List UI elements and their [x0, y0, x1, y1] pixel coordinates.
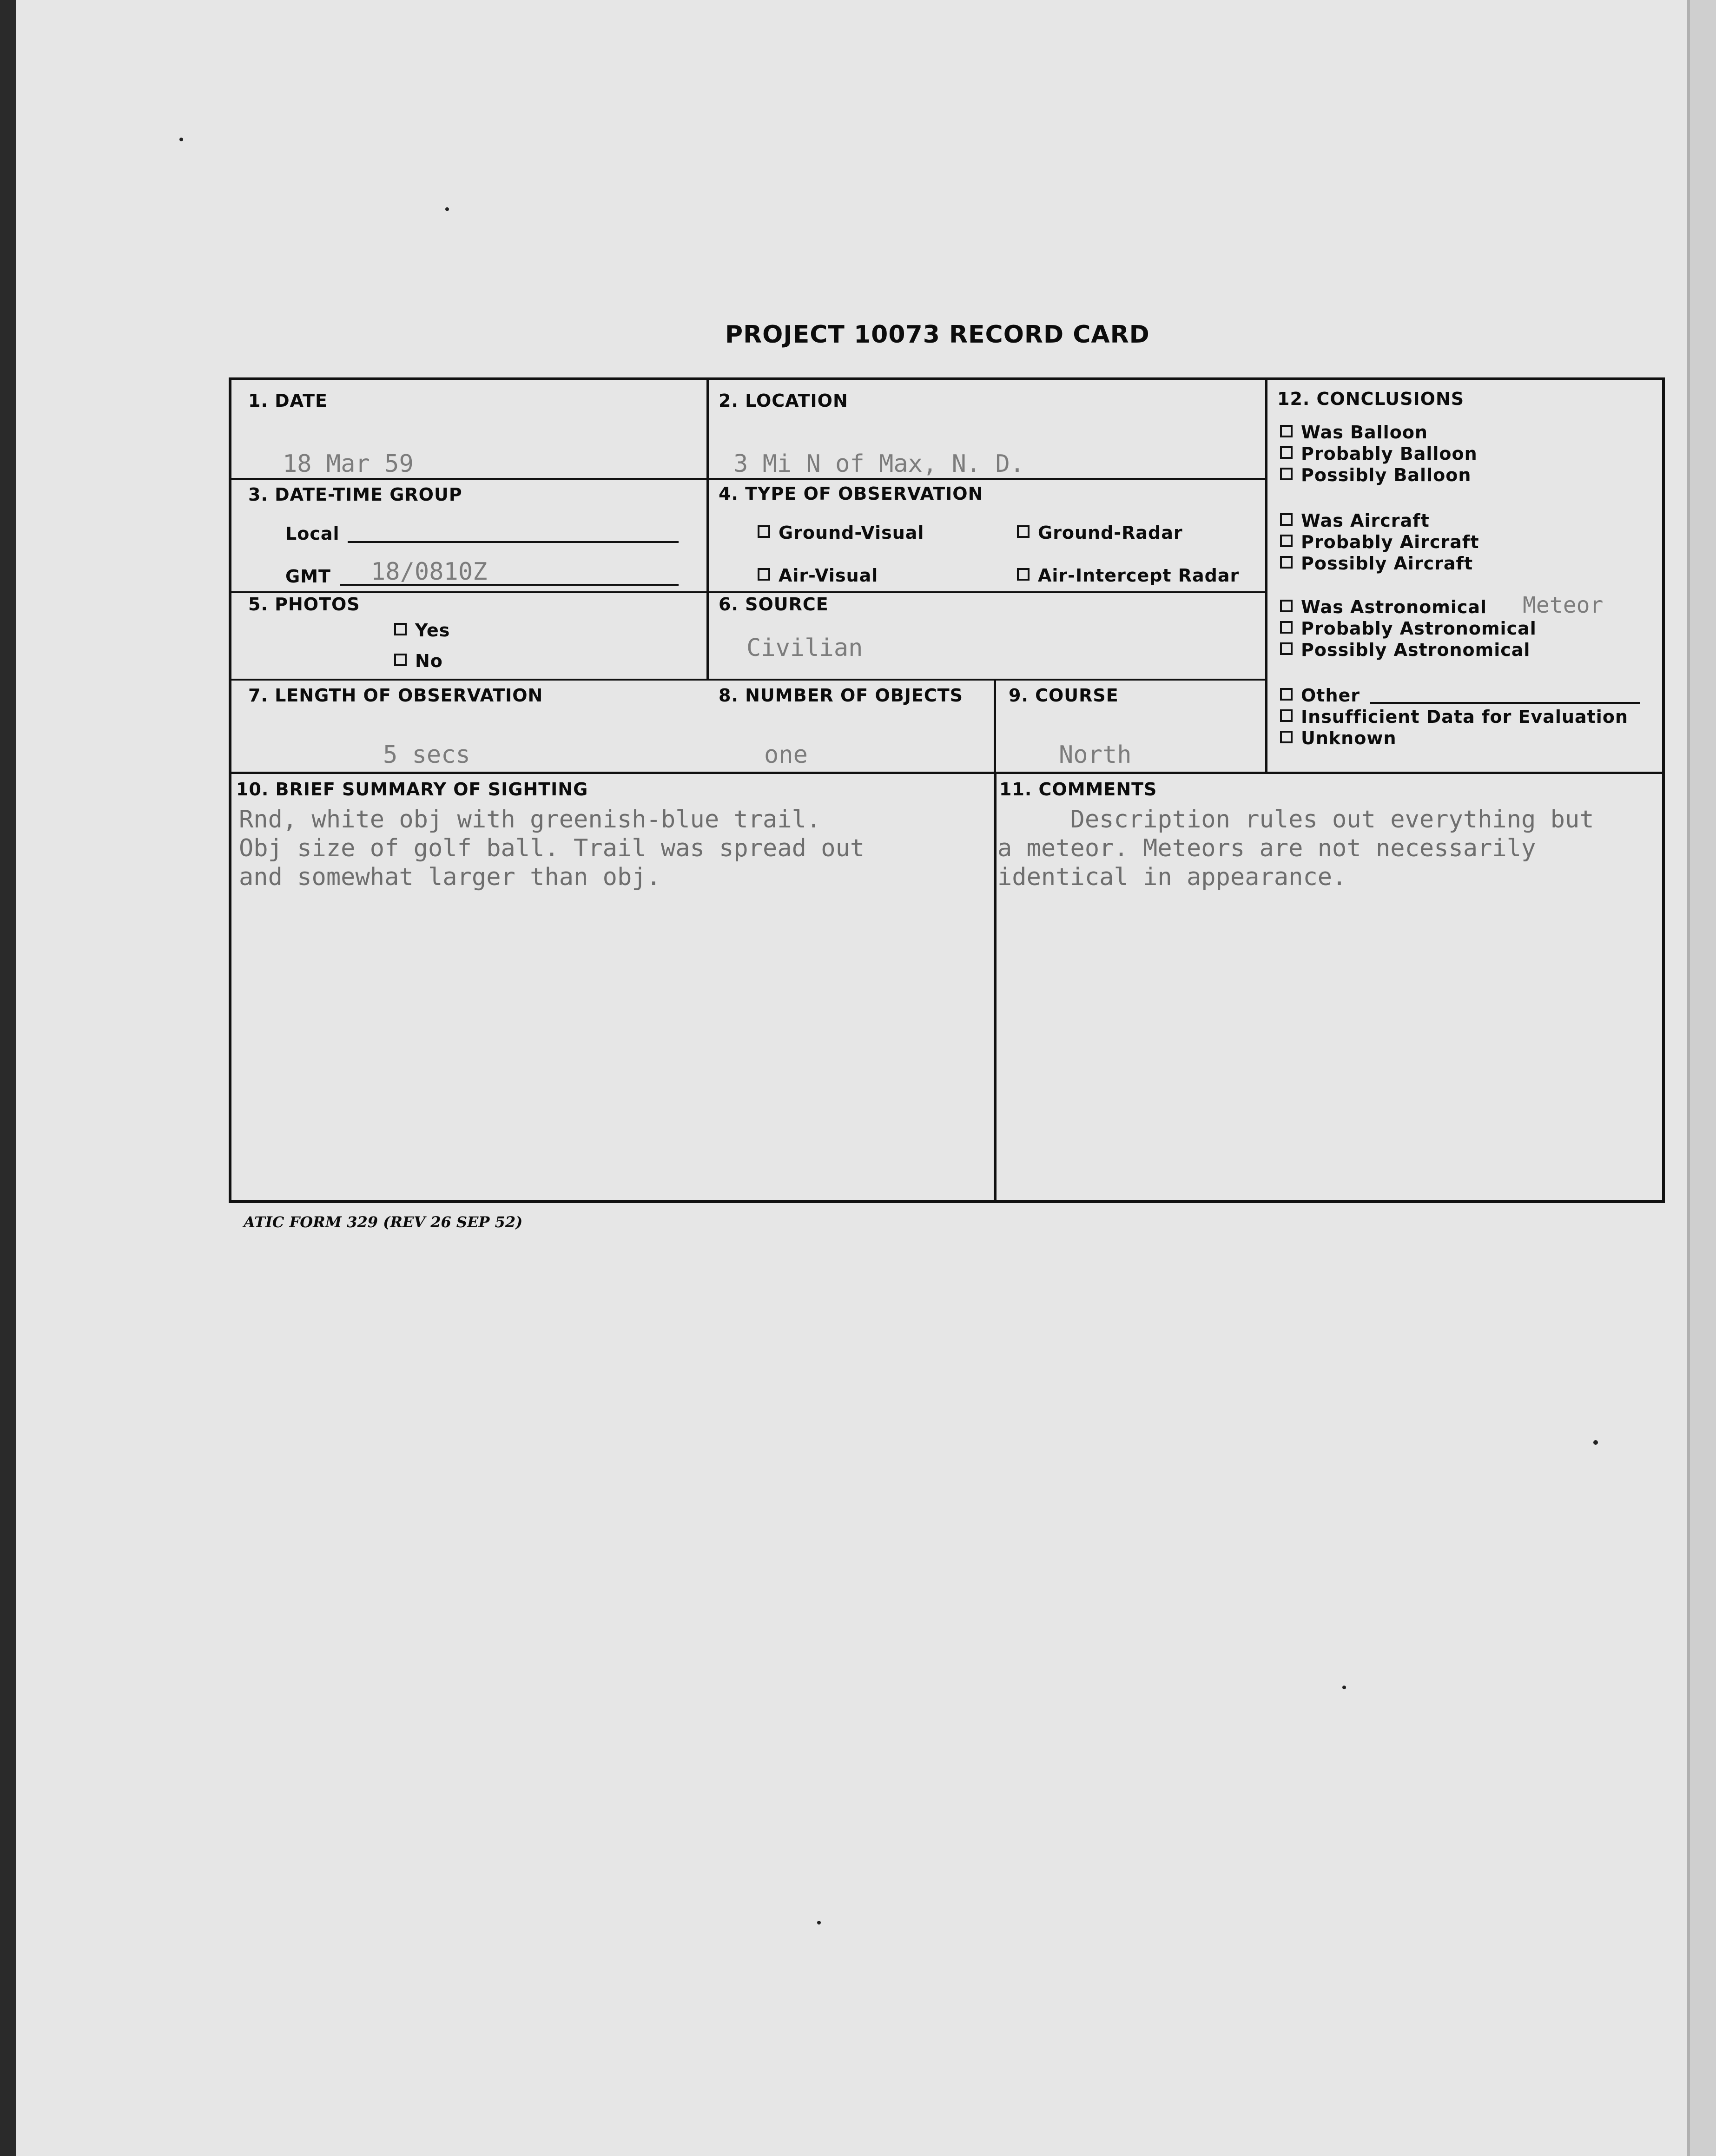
scan-border-left: [0, 0, 16, 2156]
summary-text: Rnd, white obj with greenish-blue trail. Obj size of golf ball. Trail was spread out and somewhat larger than obj.: [239, 806, 865, 891]
gmt-label: GMT: [285, 566, 331, 587]
length-of-observation-value: 5 secs: [383, 741, 470, 769]
conclusion-was-astronomical[interactable]: Was Astronomical: [1280, 597, 1487, 617]
conclusion-probably-aircraft[interactable]: Probably Aircraft: [1280, 532, 1479, 552]
checkbox-checked-icon: [758, 525, 770, 538]
divider-v-10-11: [994, 773, 997, 1200]
conclusion-possibly-astronomical[interactable]: Possibly Astronomical: [1280, 640, 1530, 660]
checkbox-icon: [1017, 568, 1030, 581]
option-photos-no[interactable]: No: [394, 651, 443, 671]
number-of-objects-label: 8. NUMBER OF OBJECTS: [719, 685, 964, 706]
option-air-visual[interactable]: Air-Visual: [758, 565, 878, 586]
conclusion-was-balloon[interactable]: Was Balloon: [1280, 422, 1428, 443]
divider-v-8-9: [994, 680, 996, 773]
summary-label: 10. BRIEF SUMMARY OF SIGHTING: [236, 779, 588, 800]
checkbox-icon: [1280, 731, 1293, 743]
comments-text: Description rules out everything but a meteor. Meteors are not necessarily identical in appearance.: [997, 806, 1594, 891]
checkbox-icon: [1280, 642, 1293, 655]
checkbox-checked-icon: [394, 654, 407, 666]
checkbox-icon: [1280, 446, 1293, 459]
form-number-footer: ATIC FORM 329 (REV 26 SEP 52): [244, 1213, 523, 1231]
card-title: PROJECT 10073 RECORD CARD: [725, 321, 1150, 349]
option-ground-visual[interactable]: Ground-Visual: [758, 522, 924, 543]
source-label: 6. SOURCE: [719, 594, 829, 615]
checkbox-icon: [758, 568, 770, 581]
source-value: Civilian: [746, 634, 863, 662]
divider-h-row4: [231, 772, 1663, 774]
divider-h-row3: [231, 679, 1265, 681]
checkbox-icon: [394, 623, 407, 635]
location-value: 3 Mi N of Max, N. D.: [733, 450, 1025, 478]
checkbox-icon: [1280, 468, 1293, 480]
conclusion-possibly-aircraft[interactable]: Possibly Aircraft: [1280, 553, 1473, 574]
divider-v-1-2: [706, 380, 709, 680]
conclusion-was-aircraft[interactable]: Was Aircraft: [1280, 510, 1430, 531]
number-of-objects-value: one: [764, 741, 808, 769]
conclusion-other[interactable]: Other: [1280, 685, 1360, 706]
option-ground-radar[interactable]: Ground-Radar: [1017, 522, 1183, 543]
comments-label: 11. COMMENTS: [999, 779, 1157, 800]
other-line: [1370, 702, 1640, 704]
location-label: 2. LOCATION: [719, 390, 848, 411]
checkbox-icon: [1280, 513, 1293, 526]
local-label: Local: [285, 523, 340, 544]
course-value: North: [1059, 741, 1132, 769]
scan-speck: [179, 138, 183, 141]
conclusion-probably-balloon[interactable]: Probably Balloon: [1280, 443, 1478, 464]
divider-h-row2: [231, 591, 1265, 593]
date-time-group-label: 3. DATE-TIME GROUP: [248, 484, 462, 505]
option-photos-yes[interactable]: Yes: [394, 620, 450, 641]
conclusions-label: 12. CONCLUSIONS: [1277, 389, 1465, 409]
checkbox-icon: [1280, 621, 1293, 634]
divider-v-conclusions: [1265, 380, 1267, 773]
conclusion-unknown[interactable]: Unknown: [1280, 728, 1397, 748]
photos-label: 5. PHOTOS: [248, 594, 360, 615]
checkbox-icon: [1017, 525, 1030, 538]
date-label: 1. DATE: [248, 390, 328, 411]
checkbox-icon: [1280, 709, 1293, 722]
scan-speck: [1342, 1686, 1346, 1689]
conclusion-probably-astronomical[interactable]: Probably Astronomical: [1280, 618, 1537, 639]
checkbox-icon: [1280, 556, 1293, 569]
record-card-form: [229, 377, 1665, 1203]
checkbox-icon: [1280, 535, 1293, 547]
option-air-intercept-radar[interactable]: Air-Intercept Radar: [1017, 565, 1239, 586]
length-of-observation-label: 7. LENGTH OF OBSERVATION: [248, 685, 543, 706]
checkbox-icon: [1280, 425, 1293, 437]
scan-speck: [445, 207, 449, 211]
date-value: 18 Mar 59: [283, 450, 414, 478]
divider-h-row1: [231, 478, 1265, 480]
scan-border-right: [1690, 0, 1716, 2156]
local-line: [348, 541, 679, 543]
type-of-observation-label: 4. TYPE OF OBSERVATION: [719, 483, 983, 504]
conclusion-possibly-balloon[interactable]: Possibly Balloon: [1280, 465, 1471, 485]
scan-speck: [817, 1921, 821, 1925]
checkbox-icon: [1280, 688, 1293, 701]
conclusion-insufficient-data[interactable]: Insufficient Data for Evaluation: [1280, 707, 1628, 727]
scan-speck: [1593, 1440, 1598, 1445]
astronomical-note: Meteor: [1523, 592, 1604, 618]
course-label: 9. COURSE: [1009, 685, 1119, 706]
checkbox-checked-icon: [1280, 600, 1293, 612]
gmt-value: 18/0810Z: [371, 558, 488, 586]
